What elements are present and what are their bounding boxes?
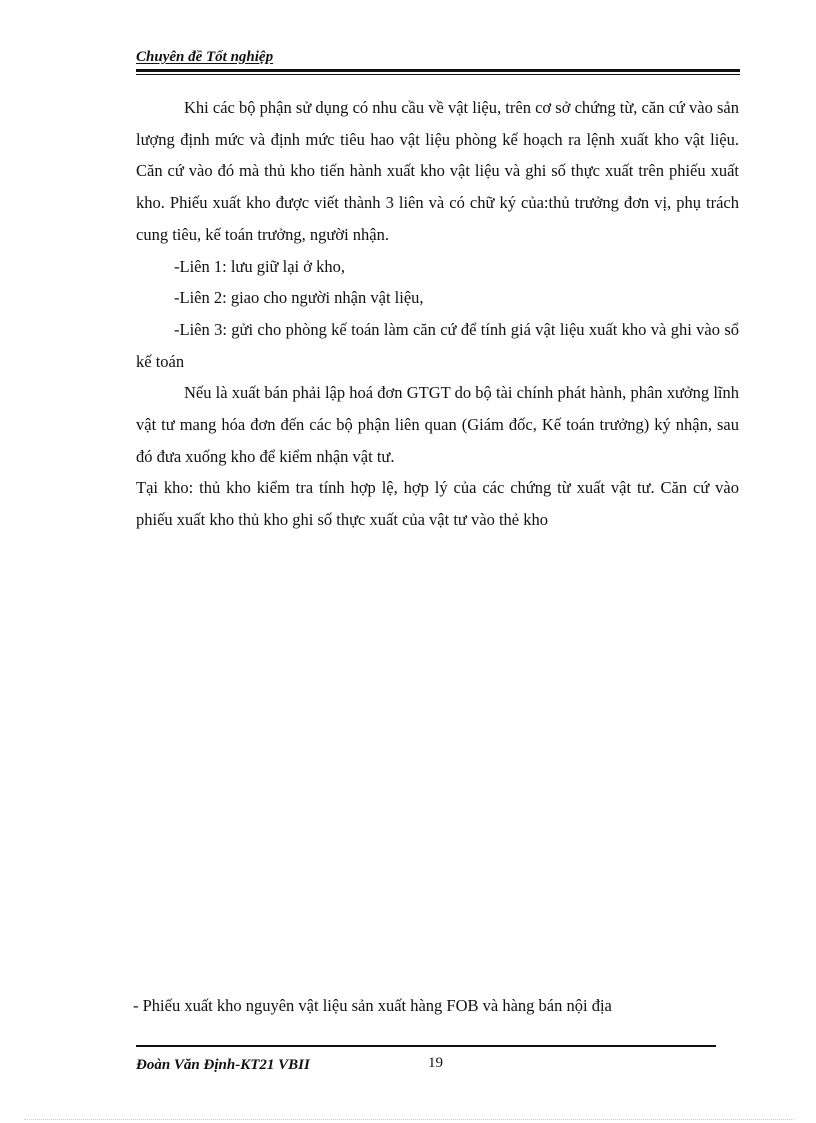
paragraph: Tại kho: thủ kho kiểm tra tính hợp lệ, hợp lý của các chứng từ xuất vật tư. Căn cứ vào phiếu xuất kho thủ kho ghi số thực xuất của vật tư vào thẻ kho — [136, 478, 739, 530]
footer-author: Đoàn Văn Định-KT21 VBII — [136, 1057, 310, 1073]
page-number: 19 — [428, 1055, 443, 1071]
page-edge — [24, 1119, 794, 1120]
paragraph: Khi các bộ phận sử dụng có nhu cầu về vật liệu, trên cơ sở chứng từ, căn cứ vào sản lượng định mức và định mức tiêu hao vật liệu phòng kế hoạch ra lệnh xuất kho vật liệu. Căn cứ vào đó mà thủ kho tiến hành xuất kho vật liệu và ghi số thực xuất trên phiếu xuất kho. Phiếu xuất kho được viết thành 3 liên và có chữ ký của:thủ trưởng đơn vị, phụ trách cung tiêu, kế toán trưởng, người nhận. — [136, 98, 739, 244]
body-text — [136, 92, 739, 536]
list-item: -Liên 2: giao cho người nhận vật liệu, — [174, 288, 424, 308]
list-item: -Liên 1: lưu giữ lại ở kho, — [174, 256, 345, 276]
paragraph: Nếu là xuất bán phải lập hoá đơn GTGT do bộ tài chính phát hành, phân xưởng lĩnh vật tư mang hóa đơn đến các bộ phận liên quan (Giám đốc, Kế toán trưởng) ký nhận, sau đó đưa xuống kho để kiểm nhận vật tư. — [136, 383, 739, 466]
footer-divider — [136, 1045, 716, 1047]
list-item: -Liên 3: gửi cho phòng kế toán làm căn cứ để tính giá vật liệu xuất kho và ghi vào sổ kế toán — [136, 319, 739, 371]
header-divider — [136, 69, 740, 72]
header-divider-thin — [136, 74, 740, 75]
figure-caption: - Phiếu xuất kho nguyên vật liệu sản xuất hàng FOB và hàng bán nội địa — [133, 996, 612, 1015]
header-title: Chuyên đề Tốt nghiệp — [136, 49, 274, 65]
